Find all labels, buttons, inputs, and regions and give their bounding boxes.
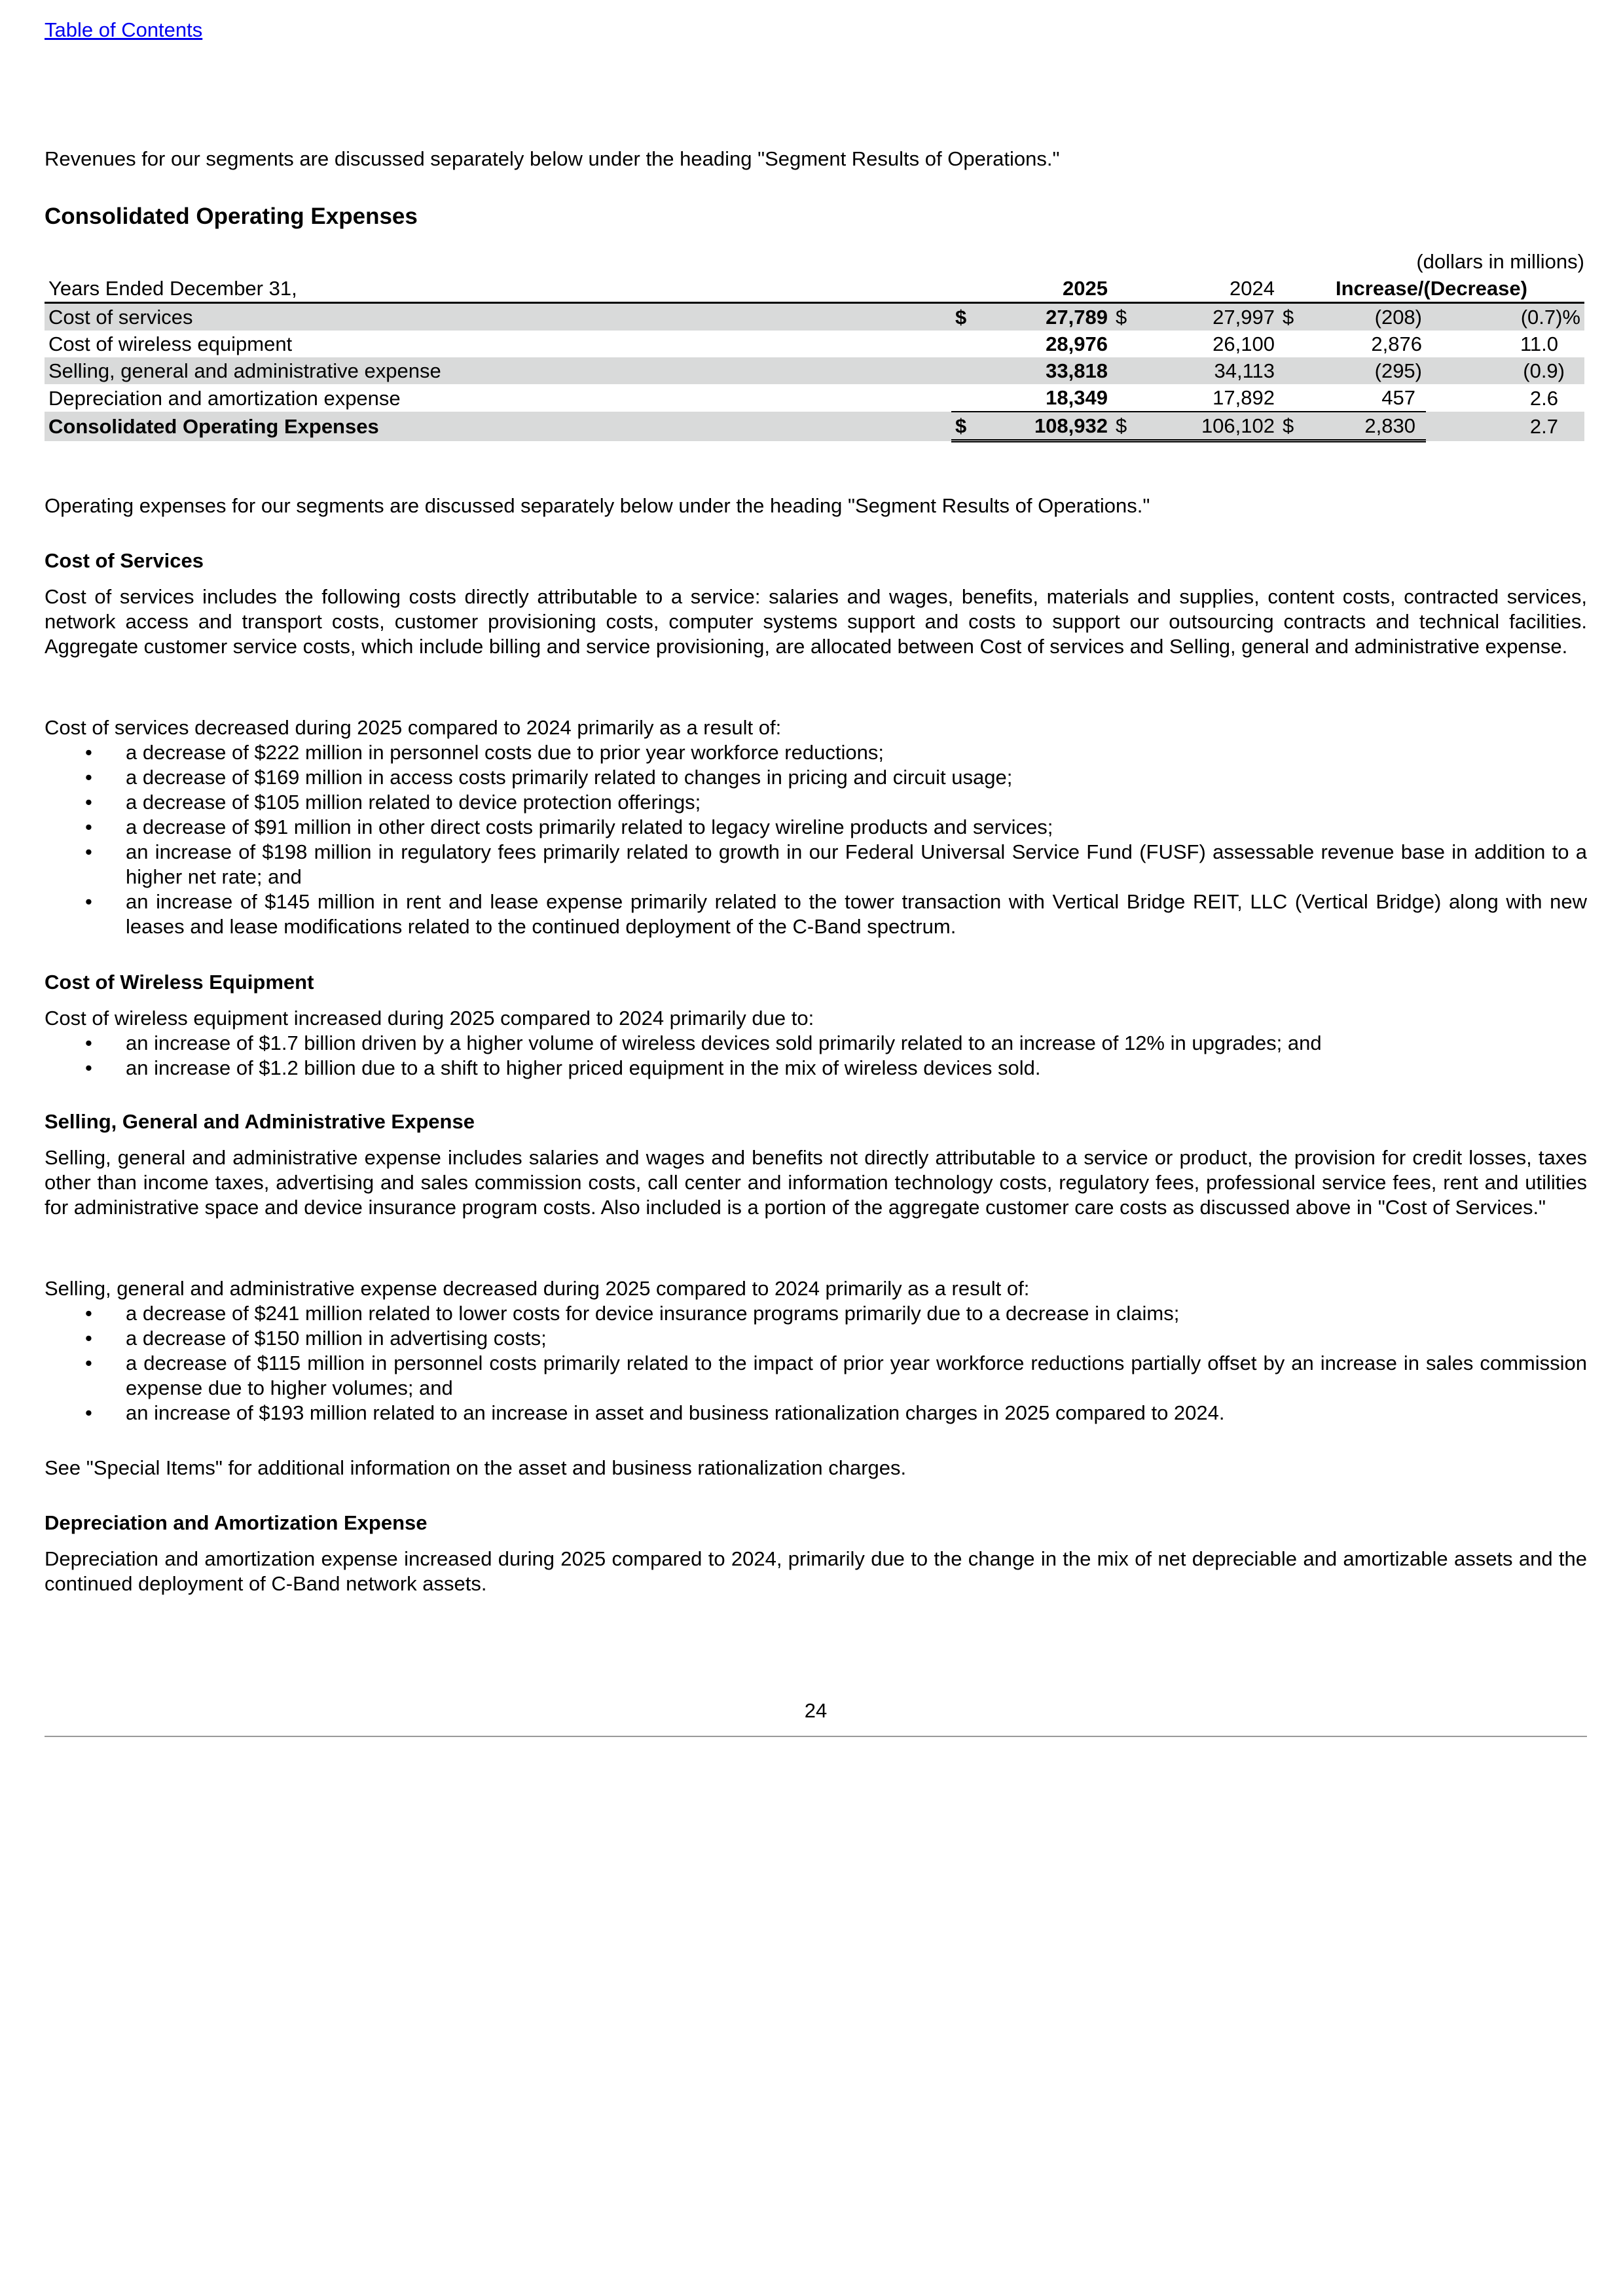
row-label: Cost of wireless equipment [48, 332, 293, 355]
list-item: • an increase of $193 million related to an increase in asset and business rationalization charges in 2025 compared to 2024. [85, 1401, 1225, 1424]
change-amount: 457 [1311, 384, 1426, 412]
list-item: • a decrease of $222 million in personnel costs due to prior year workforce reductions; [85, 741, 884, 764]
cost-of-wireless-equipment-list [45, 1031, 1587, 1081]
table-row [45, 331, 1584, 357]
cost-of-wireless-equipment-heading: Cost of Wireless Equipment [45, 971, 314, 994]
value-2025: 18,349 [984, 384, 1112, 412]
change-percent: 2.7 [1426, 412, 1584, 441]
change-amount: 2,876 [1371, 332, 1422, 355]
row-label: Consolidated Operating Expenses [45, 412, 951, 441]
list-item: • an increase of $198 million in regulatory fees primarily related to growth in our Federal Universal Service Fund (FUSF) assessable revenue base in addition to a higher net rate; and [85, 840, 1587, 888]
sga-lead: Selling, general and administrative expense decreased during 2025 compared to 2024 primarily as a result of: [45, 1277, 1030, 1300]
segment-revenues-note: Revenues for our segments are discussed separately below under the heading "Segment Results of Operations." [45, 147, 1060, 170]
value-2024: 27,997 [1144, 303, 1279, 331]
cost-of-services-heading: Cost of Services [45, 549, 204, 572]
list-item: • a decrease of $91 million in other direct costs primarily related to legacy wireline products and services; [85, 816, 1053, 838]
cost-of-wireless-equipment-lead: Cost of wireless equipment increased during 2025 compared to 2024 primarily due to: [45, 1007, 814, 1030]
cost-of-services-lead: Cost of services decreased during 2025 compared to 2024 primarily as a result of: [45, 716, 782, 739]
table-units-note: (dollars in millions) [1416, 250, 1584, 273]
cost-of-services-drivers [45, 715, 1587, 939]
header-years-label: Years Ended December 31, [45, 275, 951, 303]
list-item: • a decrease of $115 million in personnel costs primarily related to the impact of prior year workforce reductions partially offset by an increase in sales commission expense due to higher volumes; and [85, 1352, 1587, 1399]
header-2024: 2024 [1144, 275, 1279, 303]
table-row [45, 384, 1584, 412]
currency-symbol: $ [951, 303, 984, 331]
depreciation-description: Depreciation and amortization expense increased during 2025 compared to 2024, primarily due to the change in the mix of net depreciable and amortizable assets and the continued deployment of C-Band network assets. [45, 1547, 1587, 1595]
list-item: • a decrease of $169 million in access costs primarily related to changes in pricing and circuit usage; [85, 766, 1013, 789]
table-row [45, 357, 1584, 384]
special-items-note: See "Special Items" for additional information on the asset and business rationalization charges. [45, 1456, 907, 1479]
header-2025: 2025 [984, 275, 1112, 303]
value-2025: 108,932 [984, 412, 1112, 441]
value-2025: 33,818 [984, 357, 1112, 384]
value-2024: 34,113 [1144, 357, 1279, 384]
footer-divider [45, 1736, 1587, 1737]
page-number: 24 [804, 1699, 828, 1722]
value-2024: 26,100 [1213, 332, 1275, 355]
list-item: • an increase of $145 million in rent and lease expense primarily related to the tower transaction with Vertical Bridge REIT, LLC (Vertical Bridge) along with new leases and lease modifications related to the continued deployment of the C-Band spectrum. [85, 890, 1587, 938]
cost-of-services-description: Cost of services includes the following costs directly attributable to a service: salaries and wages, benefits, materials and supplies, content costs, contracted services, network access and transport costs, customer provisioning costs, computer systems support and costs to support our outsourcing contracts and technical facilities. Aggregate customer service costs, which include billing and service provisioning, are allocated between Cost of services and Selling, general and administrative expense. [45, 585, 1587, 658]
change-amount: (295) [1311, 357, 1426, 384]
depreciation-heading: Depreciation and Amortization Expense [45, 1511, 428, 1534]
value-2024: 17,892 [1144, 384, 1279, 412]
table-total-row: Consolidated Operating Expenses $ 108,932 $ 106,102 $ 2,830 2.7 [45, 412, 1584, 441]
header-increase-decrease: Increase/(Decrease) [1279, 275, 1584, 303]
value-2024: 106,102 [1144, 412, 1279, 441]
change-percent: 2.6 [1529, 386, 1558, 410]
value-2025: 27,789 [984, 303, 1112, 331]
list-item: • an increase of $1.7 billion driven by a higher volume of wireless devices sold primarily related to an increase of 12% in upgrades; and [85, 1031, 1322, 1054]
change-percent: (0.7)% [1426, 303, 1584, 331]
sga-description: Selling, general and administrative expense includes salaries and wages and benefits not directly attributable to a service or product, the provision for credit losses, taxes other than income taxes, advertising and sales commission costs, call center and information technology costs, regulatory fees, professional service fees, rent and utilities for administrative space and device insurance program costs. Also included is a portion of the aggregate customer care costs as discussed above in "Cost of Services." [45, 1146, 1587, 1219]
currency-symbol: $ [1279, 303, 1311, 331]
list-item: • a decrease of $150 million in advertising costs; [85, 1327, 547, 1350]
cost-of-wireless-equipment-drivers [45, 1006, 1587, 1081]
change-amount: (208) [1311, 303, 1426, 331]
row-label: Cost of services [45, 303, 951, 331]
row-label: Selling, general and administrative expense [45, 357, 951, 384]
change-percent: (0.9) [1426, 357, 1584, 384]
list-item: • a decrease of $241 million related to lower costs for device insurance programs primarily due to a decrease in claims; [85, 1302, 1180, 1325]
segment-opex-note: Operating expenses for our segments are discussed separately below under the heading "Segment Results of Operations." [45, 494, 1150, 517]
value-2025: 28,976 [1046, 332, 1108, 355]
cost-of-services-list [45, 740, 1587, 939]
table-of-contents-link[interactable]: Table of Contents [45, 18, 203, 41]
list-item: • a decrease of $105 million related to device protection offerings; [85, 791, 701, 814]
section-title: Consolidated Operating Expenses [45, 204, 418, 229]
change-amount: 2,830 [1311, 412, 1426, 441]
currency-symbol: $ [1112, 303, 1144, 331]
row-label: Depreciation and amortization expense [48, 386, 401, 410]
sga-list [45, 1301, 1587, 1426]
table-row [45, 303, 1584, 331]
change-percent: 11.0 [1520, 332, 1558, 355]
list-item: • an increase of $1.2 billion due to a shift to higher priced equipment in the mix of wireless devices sold. [85, 1056, 1041, 1079]
table-header-row [45, 275, 1584, 303]
sga-heading: Selling, General and Administrative Expense [45, 1110, 475, 1133]
sga-drivers [45, 1276, 1587, 1426]
operating-expenses-table [45, 275, 1584, 442]
